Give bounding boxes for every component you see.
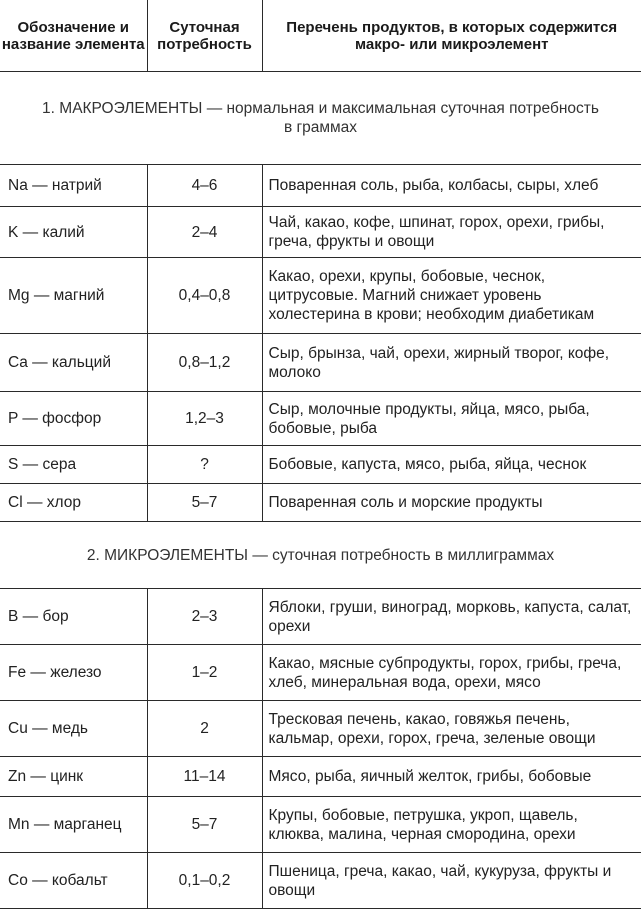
table-row bbox=[0, 484, 641, 522]
table-row bbox=[0, 258, 641, 334]
daily-need: 2–3 bbox=[147, 589, 262, 645]
product-list: Яблоки, груши, виноград, морковь, капуста, салат, орехи bbox=[262, 589, 641, 645]
table-row bbox=[0, 853, 641, 909]
element-name: K — калий bbox=[0, 207, 147, 258]
table-row bbox=[0, 645, 641, 701]
element-name: Ca — кальций bbox=[0, 334, 147, 392]
element-name: Zn — цинк bbox=[0, 757, 147, 797]
section-title: 1. МАКРОЭЛЕМЕНТЫ — нормальная и максимальная суточная потребность в граммах bbox=[0, 72, 641, 165]
table-row bbox=[0, 392, 641, 446]
section-header-micro bbox=[0, 522, 641, 589]
daily-need: 1,2–3 bbox=[147, 392, 262, 446]
daily-need: 4–6 bbox=[147, 165, 262, 207]
product-list: Сыр, брынза, чай, орехи, жирный творог, кофе, молоко bbox=[262, 334, 641, 392]
element-name: Cu — медь bbox=[0, 701, 147, 757]
daily-need: 0,1–0,2 bbox=[147, 853, 262, 909]
element-name: S — сера bbox=[0, 446, 147, 484]
daily-need: 11–14 bbox=[147, 757, 262, 797]
header-row bbox=[0, 0, 641, 72]
product-list: Поваренная соль, рыба, колбасы, сыры, хлеб bbox=[262, 165, 641, 207]
product-list: Поваренная соль и морские продукты bbox=[262, 484, 641, 522]
table-row bbox=[0, 797, 641, 853]
product-list: Мясо, рыба, яичный желток, грибы, бобовые bbox=[262, 757, 641, 797]
element-name: Fe — железо bbox=[0, 645, 147, 701]
product-list: Какао, орехи, крупы, бобовые, чеснок, цитрусовые. Магний снижает уровень холестерина в крови; необходим диабетикам bbox=[262, 258, 641, 334]
daily-need: ? bbox=[147, 446, 262, 484]
table-row bbox=[0, 757, 641, 797]
product-list: Какао, мясные субпродукты, горох, грибы, греча, хлеб, минеральная вода, орехи, мясо bbox=[262, 645, 641, 701]
header-products: Перечень продуктов, в которых содержится макро- или микроэлемент bbox=[262, 0, 641, 72]
table-row bbox=[0, 165, 641, 207]
section-header-macro bbox=[0, 72, 641, 165]
product-list: Чай, какао, кофе, шпинат, горох, орехи, грибы, греча, фрукты и овощи bbox=[262, 207, 641, 258]
element-name: Cl — хлор bbox=[0, 484, 147, 522]
daily-need: 1–2 bbox=[147, 645, 262, 701]
product-list: Крупы, бобовые, петрушка, укроп, щавель, клюква, малина, черная смородина, орехи bbox=[262, 797, 641, 853]
daily-need: 5–7 bbox=[147, 797, 262, 853]
daily-need: 2 bbox=[147, 701, 262, 757]
element-name: B — бор bbox=[0, 589, 147, 645]
element-name: Mn — марганец bbox=[0, 797, 147, 853]
product-list: Сыр, молочные продукты, яйца, мясо, рыба, бобовые, рыба bbox=[262, 392, 641, 446]
daily-need: 2–4 bbox=[147, 207, 262, 258]
section-title: 2. МИКРОЭЛЕМЕНТЫ — суточная потребность в миллиграммах bbox=[0, 522, 641, 589]
product-list: Бобовые, капуста, мясо, рыба, яйца, чеснок bbox=[262, 446, 641, 484]
product-list: Пшеница, греча, какао, чай, кукуруза, фрукты и овощи bbox=[262, 853, 641, 909]
element-name: Na — натрий bbox=[0, 165, 147, 207]
element-name: Mg — магний bbox=[0, 258, 147, 334]
table-row bbox=[0, 334, 641, 392]
header-daily-need: Суточная потребность bbox=[147, 0, 262, 72]
header-element: Обозначение и название элемента bbox=[0, 0, 147, 72]
element-name: P — фосфор bbox=[0, 392, 147, 446]
daily-need: 5–7 bbox=[147, 484, 262, 522]
daily-need: 0,8–1,2 bbox=[147, 334, 262, 392]
table-row bbox=[0, 701, 641, 757]
table-row bbox=[0, 207, 641, 258]
table-row bbox=[0, 446, 641, 484]
element-name: Co — кобальт bbox=[0, 853, 147, 909]
daily-need: 0,4–0,8 bbox=[147, 258, 262, 334]
table-row bbox=[0, 589, 641, 645]
product-list: Тресковая печень, какао, говяжья печень, кальмар, орехи, горох, греча, зеленые овощи bbox=[262, 701, 641, 757]
